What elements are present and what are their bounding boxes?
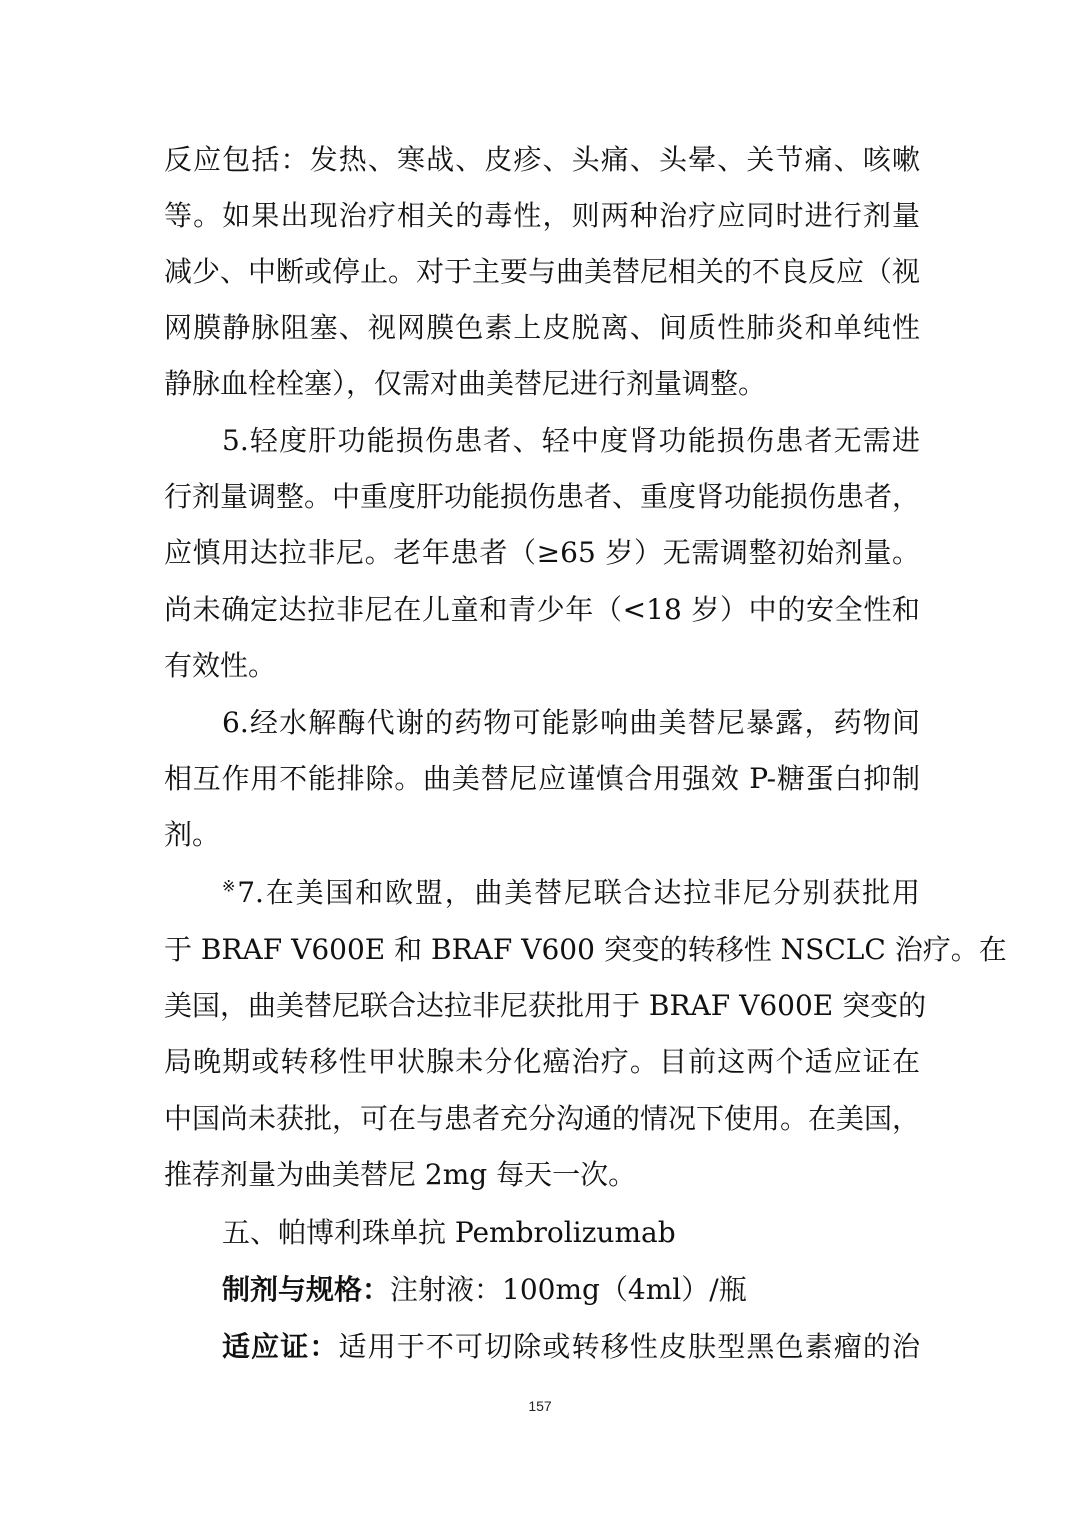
indication-label: 适应证： xyxy=(222,1330,339,1363)
text-line: 局晚期或转移性甲状腺未分化癌治疗。目前这两个适应证在 xyxy=(164,1045,920,1078)
section-heading: 五、帕博利珠单抗 Pembrolizumab xyxy=(222,1216,676,1249)
text-line: 静脉血栓栓塞），仅需对曲美替尼进行剂量调整。 xyxy=(164,367,767,400)
text-line: 相互作用不能排除。曲美替尼应谨慎合用强效 P-糖蛋白抑制 xyxy=(164,762,920,795)
text-line: 尚未确定达拉非尼在儿童和青少年（<18 岁）中的安全性和 xyxy=(164,593,920,626)
spec-line xyxy=(222,1270,920,1310)
spec-value: 注射液：100mg（4ml）/瓶 xyxy=(390,1273,747,1306)
text-line: 应慎用达拉非尼。老年患者（≥65 岁）无需调整初始剂量。 xyxy=(164,536,920,569)
text-span: 7.在美国和欧盟，曲美替尼联合达拉非尼分别获批用 xyxy=(237,876,921,909)
text-line: 有效性。 xyxy=(164,649,277,682)
text-line: 中国尚未获批，可在与患者充分沟通的情况下使用。在美国， xyxy=(164,1102,921,1135)
text-line: 反应包括：发热、寒战、皮疹、头痛、头晕、关节痛、咳嗽 xyxy=(164,143,920,176)
indication-value: 适用于不可切除或转移性皮肤型黑色素瘤的治 xyxy=(338,1330,920,1363)
paragraph-7-start xyxy=(222,873,920,913)
note-mark: ※ xyxy=(222,876,238,896)
text-line: 美国，曲美替尼联合达拉非尼获批用于 BRAF V600E 突变的 xyxy=(164,989,927,1022)
text-line: 行剂量调整。中重度肝功能损伤患者、重度肾功能损伤患者， xyxy=(164,480,921,513)
text-line: 等。如果出现治疗相关的毒性，则两种治疗应同时进行剂量 xyxy=(164,199,920,232)
indication-line xyxy=(222,1327,920,1367)
page-number: 157 xyxy=(528,1398,552,1414)
text-line: 网膜静脉阻塞、视网膜色素上皮脱离、间质性肺炎和单纯性 xyxy=(164,311,920,344)
text-line: 推荐剂量为曲美替尼 2mg 每天一次。 xyxy=(164,1158,637,1191)
paragraph-5-start: 5.轻度肝功能损伤患者、轻中度肾功能损伤患者无需进 xyxy=(222,424,920,457)
spec-label: 制剂与规格： xyxy=(222,1273,391,1306)
text-line: 于 BRAF V600E 和 BRAF V600 突变的转移性 NSCLC 治疗。在 xyxy=(164,933,1007,966)
paragraph-6-start: 6.经水解酶代谢的药物可能影响曲美替尼暴露，药物间 xyxy=(222,706,920,739)
text-line: 剂。 xyxy=(164,818,221,851)
text-line: 减少、中断或停止。对于主要与曲美替尼相关的不良反应（视 xyxy=(164,255,921,288)
